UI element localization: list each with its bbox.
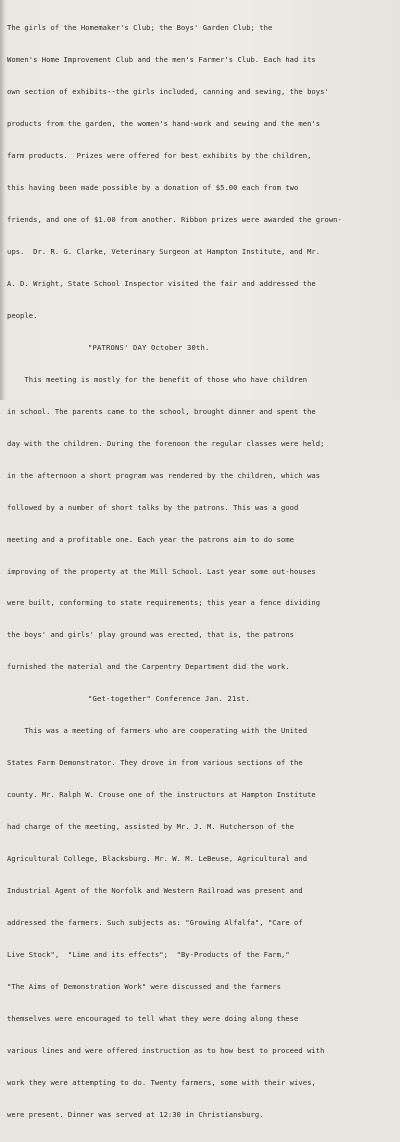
text-line: county. Mr. Ralph W. Crouse one of the instructors at Hampton Institute [7,790,316,800]
text-line: were built, conforming to state requirements; this year a fence dividing [7,598,321,608]
text-line: in school. The parents came to the school, brought dinner and spent the [7,406,316,416]
text-line: friends, and one of $1.00 from another. Ribbon prizes were awarded the grown- [7,215,342,225]
text-line: A. D. Wright, State School Inspector visited the fair and addressed the [7,278,316,288]
text-line: this having been made possible by a donation of $5.00 each from two [7,183,299,193]
text-line: This was a meeting of farmers who are cooperating with the United [7,726,308,736]
text-line: States Farm Demonstrator. They drove in from various sections of the [7,758,303,768]
text-line: products from the garden, the women's hand-work and sewing and the men's [7,119,321,129]
text-line: work they were attempting to do. Twenty farmers, some with their wives, [7,1077,316,1087]
text-line: followed by a number of short talks by the patrons. This was a good [7,502,299,512]
text-line: various lines and were offered instruction as to how best to proceed with [7,1045,325,1055]
text-line: "The Aims of Demonstration Work" were discussed and the farmers [7,981,281,991]
text-line: furnished the material and the Carpentry Department did the work. [7,662,290,672]
text-line: Women's Home Improvement Club and the men's Farmer's Club. Each had its [7,55,316,65]
text-line: people. [7,310,38,320]
text-line: addressed the farmers. Such subjects as: "Growing Alfalfa", "Care of [7,918,303,927]
typewritten-text [7,2,399,1142]
text-line: themselves were encouraged to tell what they were doing along these [7,1013,299,1023]
page-edge-shadow [0,0,5,400]
text-line: ups. Dr. R. G. Clarke, Veterinary Surgeon at Hampton Institute, and Mr. [7,246,321,256]
text-line: own section of exhibits--the girls included, canning and sewing, the boys' [7,87,329,97]
text-line: Agricultural College, Blacksburg. Mr. W. M. LeBeuse, Agricultural and [7,854,308,864]
text-line: This meeting is mostly for the benefit of those who have children [7,374,308,384]
text-line: Live Stock", "Lime and its effects"; "By-Products of the Farm," [7,949,290,959]
text-line: had charge of the meeting, assisted by Mr. J. M. Hutcherson of the [7,822,295,832]
text-line: The girls of the Homemaker's Club; the Boys' Garden Club; the [7,23,273,33]
text-line: improving of the property at the Mill School. Last year some out-houses [7,566,316,576]
section-heading-conference: "Get-together" Conference Jan. 21st. [7,694,250,704]
section-heading-patrons-day: "PATRONS' DAY October 30th. [7,342,210,352]
text-line: the boys' and girls' play ground was erected, that is, the patrons [7,630,295,640]
text-line: day with the children. During the forenoon the regular classes were held; [7,438,325,448]
text-line: Industrial Agent of the Norfolk and Western Railroad was present and [7,886,303,896]
text-line: meeting and a profitable one. Each year the patrons aim to do some [7,534,295,544]
text-line: were present. Dinner was served at 12:30 in Christiansburg. [7,1109,264,1119]
text-line: in the afternoon a short program was rendered by the children, which was [7,470,321,480]
text-line: farm products. Prizes were offered for best exhibits by the children, [7,151,312,161]
